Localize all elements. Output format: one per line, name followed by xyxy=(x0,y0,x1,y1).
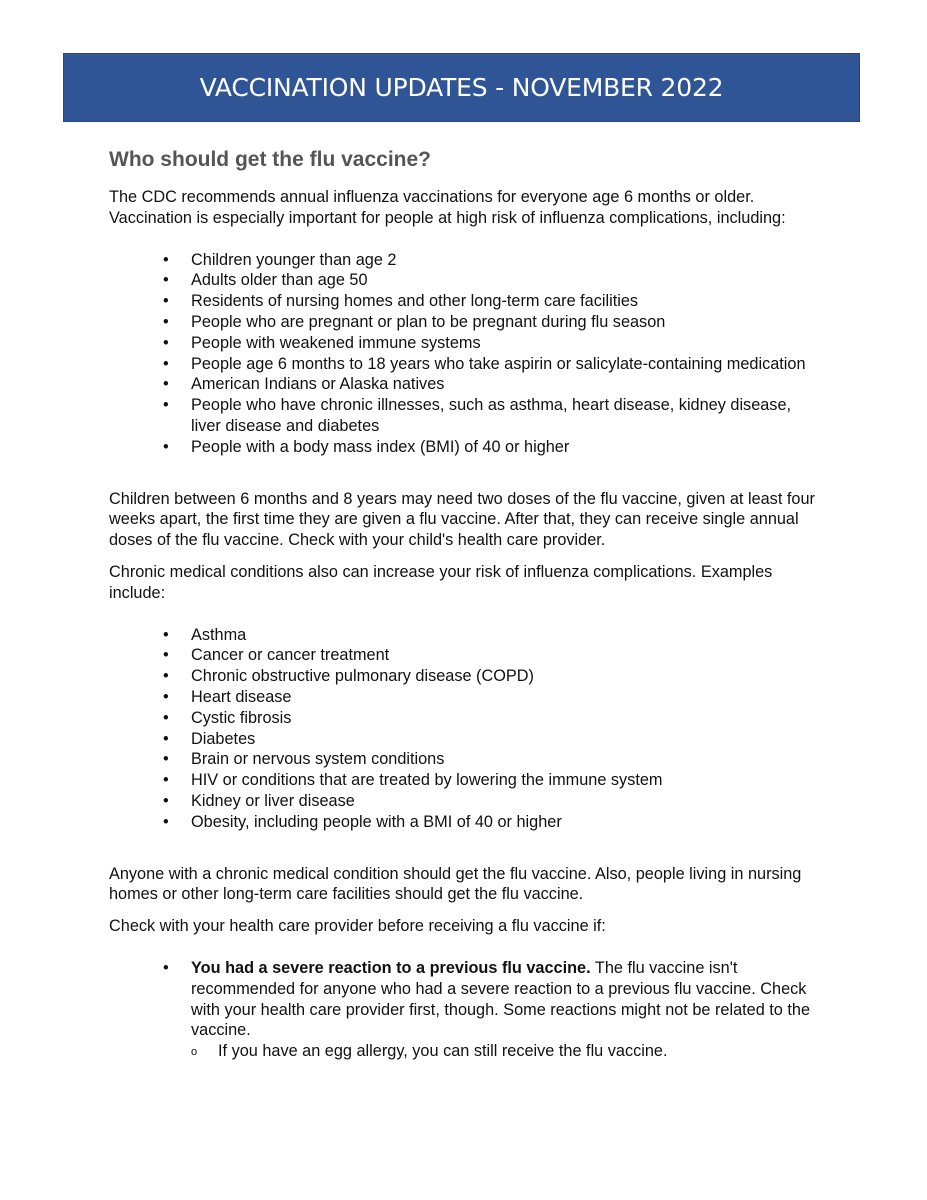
list-item-text: The flu vaccine isn't recommended for anyone who had a severe reaction to a previous flu vaccine. Check with your health care provider first, though. Some reactions might not be related to the vaccine. xyxy=(191,958,811,1040)
document-body xyxy=(109,144,829,1062)
bullet-icon: • xyxy=(163,958,169,977)
list-item-text: Children younger than age 2 xyxy=(191,250,397,269)
title-banner xyxy=(63,53,860,122)
list-item xyxy=(163,250,811,271)
bullet-icon: • xyxy=(163,437,169,456)
list-item-text: People with a body mass index (BMI) of 40 or higher xyxy=(191,437,570,456)
check-intro-paragraph: Check with your health care provider before receiving a flu vaccine if: xyxy=(109,917,606,936)
bullet-icon: • xyxy=(163,729,169,748)
list-item xyxy=(163,395,811,437)
section-heading: Who should get the flu vaccine? xyxy=(109,148,432,171)
list-item xyxy=(163,958,811,1062)
list-item-text: Diabetes xyxy=(191,729,256,748)
list-item xyxy=(163,770,829,791)
list-item-text: Asthma xyxy=(191,625,247,644)
list-item-text: Kidney or liver disease xyxy=(191,791,355,810)
circle-bullet-icon: o xyxy=(191,1046,198,1059)
children-paragraph: Children between 6 months and 8 years may need two doses of the flu vaccine, given at least four weeks apart, the first time they are given a flu vaccine. After that, they can receive single annual doses of the flu vaccine. Check with your child's health care provider. xyxy=(109,489,815,550)
list-item-text: People with weakened immune systems xyxy=(191,333,481,352)
bullet-icon: • xyxy=(163,812,169,831)
list-item xyxy=(163,291,811,312)
list-item-bold-text: You had a severe reaction to a previous flu vaccine. xyxy=(191,958,591,977)
bullet-icon: • xyxy=(163,791,169,810)
list-item-text: Heart disease xyxy=(191,687,292,706)
list-item-text: Cancer or cancer treatment xyxy=(191,646,390,665)
list-item xyxy=(163,333,811,354)
list-item xyxy=(163,749,829,770)
sub-list xyxy=(191,1041,811,1062)
list-item xyxy=(163,645,829,666)
list-item xyxy=(163,666,829,687)
list-item xyxy=(163,270,811,291)
bullet-icon: • xyxy=(163,687,169,706)
list-item-text: People who are pregnant or plan to be pregnant during flu season xyxy=(191,312,666,331)
bullet-icon: • xyxy=(163,667,169,686)
list-item-text: People age 6 months to 18 years who take aspirin or salicylate-containing medication xyxy=(191,354,806,373)
banner-title: VACCINATION UPDATES - NOVEMBER 2022 xyxy=(199,73,724,102)
check-provider-list xyxy=(163,958,811,1062)
list-item xyxy=(163,354,811,375)
bullet-icon: • xyxy=(163,333,169,352)
chronic-intro-paragraph: Chronic medical conditions also can increase your risk of influenza complications. Examples include: xyxy=(109,562,773,602)
bullet-icon: • xyxy=(163,312,169,331)
list-item-text: HIV or conditions that are treated by lowering the immune system xyxy=(191,771,663,790)
list-item xyxy=(163,687,829,708)
list-item-text: Brain or nervous system conditions xyxy=(191,750,445,769)
list-item-text: Chronic obstructive pulmonary disease (COPD) xyxy=(191,667,534,686)
bullet-icon: • xyxy=(163,354,169,373)
list-item xyxy=(163,374,811,395)
chronic-conditions-list xyxy=(163,625,829,833)
bullet-icon: • xyxy=(163,646,169,665)
bullet-icon: • xyxy=(163,271,169,290)
intro-paragraph: The CDC recommends annual influenza vaccinations for everyone age 6 months or older. Vaccination is especially important for people at high risk of influenza complications, including: xyxy=(109,188,786,227)
bullet-icon: • xyxy=(163,292,169,311)
bullet-icon: • xyxy=(163,375,169,394)
list-item-text: Obesity, including people with a BMI of 40 or higher xyxy=(191,812,562,831)
bullet-icon: • xyxy=(163,771,169,790)
list-item xyxy=(163,437,811,458)
bullet-icon: • xyxy=(163,708,169,727)
list-item-text: Cystic fibrosis xyxy=(191,708,292,727)
list-item xyxy=(163,708,829,729)
list-item-text: Residents of nursing homes and other long-term care facilities xyxy=(191,292,639,311)
list-item xyxy=(163,729,829,750)
list-item-text: Adults older than age 50 xyxy=(191,271,368,290)
high-risk-list xyxy=(163,250,811,458)
anyone-paragraph: Anyone with a chronic medical condition should get the flu vaccine. Also, people living in nursing homes or other long-term care facilities should get the flu vaccine. xyxy=(109,864,802,904)
list-item-text: People who have chronic illnesses, such as asthma, heart disease, kidney disease, liver disease and diabetes xyxy=(191,396,792,435)
sub-list-item-text: If you have an egg allergy, you can still receive the flu vaccine. xyxy=(218,1042,668,1061)
list-item xyxy=(163,812,829,833)
bullet-icon: • xyxy=(163,625,169,644)
list-item xyxy=(163,791,829,812)
list-item xyxy=(163,312,811,333)
bullet-icon: • xyxy=(163,250,169,269)
sub-list-item xyxy=(191,1041,811,1062)
list-item-text: American Indians or Alaska natives xyxy=(191,375,445,394)
list-item xyxy=(163,625,829,646)
bullet-icon: • xyxy=(163,750,169,769)
bullet-icon: • xyxy=(163,396,169,415)
